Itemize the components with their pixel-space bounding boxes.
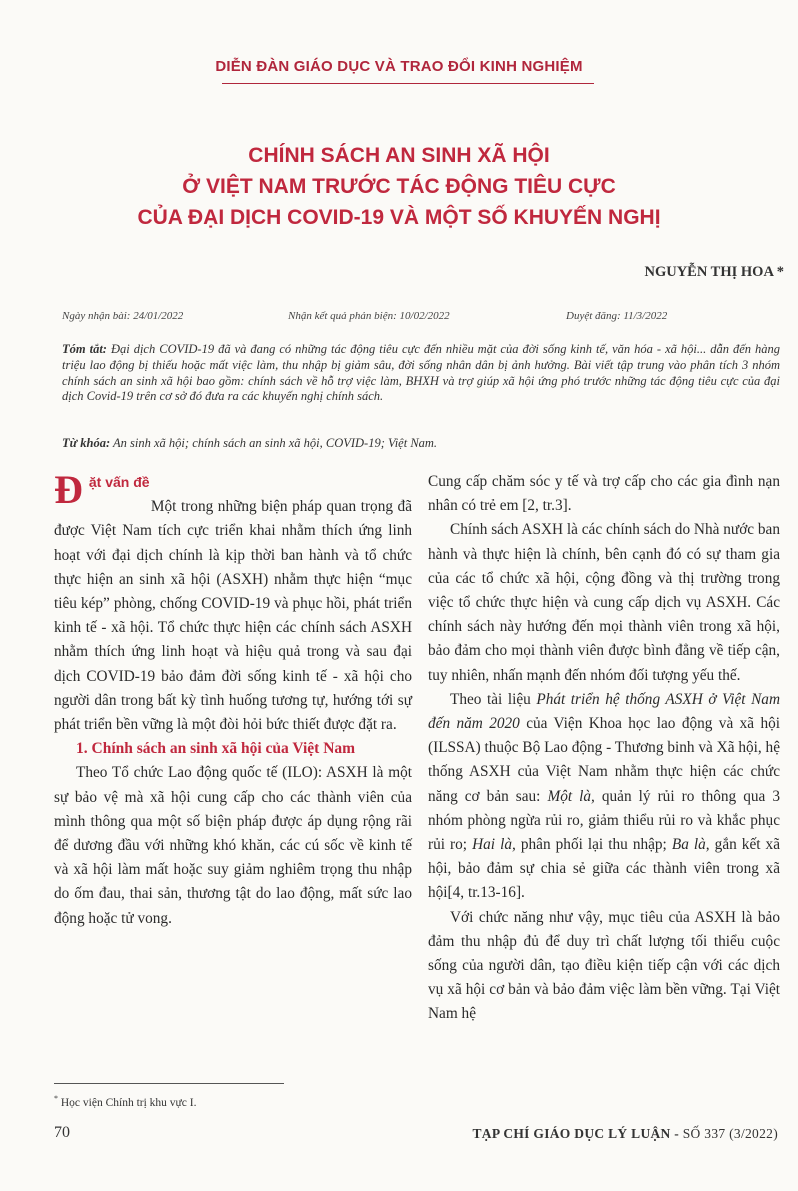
- date-reviewed: Nhận kết quả phản biện: 10/02/2022: [288, 310, 450, 322]
- intro-block: [54, 467, 412, 737]
- ilssa-text-e: gắn kết xã hội, bảo đảm sự chia sẻ giữa các thành viên trong xã hội[4, tr.13-16].: [428, 836, 780, 902]
- date-approved: Duyệt đăng: 11/3/2022: [566, 310, 668, 322]
- right-column: [428, 470, 780, 1027]
- ilo-paragraph: Theo Tổ chức Lao động quốc tế (ILO): ASXH là một sự bảo vệ mà xã hội cung cấp cho các thành viên của mình thông qua một số biện pháp được áp dụng rộng rãi để dương đầu với những khó khăn, các cú sốc về kinh tế và xã hội làm mất hoặc suy giảm nghiêm trọng thu nhập do ốm đau, thai sản, thương tật do lao động, mất sức lao động hoặc tử vong.: [54, 764, 412, 927]
- abstract-label: Tóm tắt:: [62, 342, 107, 356]
- title-line-3: CỦA ĐẠI DỊCH COVID-19 VÀ MỘT SỐ KHUYẾN NGHỊ: [137, 206, 661, 229]
- ilssa-text-c: quản lý rủi ro thông qua 3 nhóm phòng ngừa rủi ro, giảm thiểu rủi ro và khắc phục rủi ro;: [428, 787, 780, 854]
- footnote: [54, 1094, 196, 1109]
- abstract-text: Đại dịch COVID-19 đã và đang có những tác động tiêu cực đến nhiều mặt của đời sống kinh tế, văn hóa - xã hội... dẫn đến hàng triệu lao động bị thiếu hoặc mất việc làm, thu nhập bị giảm sâu, đời sống nhân dân bị ảnh hưởng. Bài viết tập trung vào phân tích 3 nhóm chính sách an sinh xã hội bao gồm: chính sách về hỗ trợ việc làm, BHXH và trợ giúp xã hội ứng phó trước những tác động tiêu cực của đại dịch Covid-19 trên cơ sở đó đưa ra các khuyến nghị chính sách.: [62, 342, 781, 404]
- intro-heading: ặt vấn đề: [88, 474, 150, 490]
- continuation-paragraph: Cung cấp chăm sóc y tế và trợ cấp cho các gia đình nạn nhân có trẻ em [2, tr.3].: [428, 473, 780, 515]
- ilssa-point-2: Hai là,: [472, 836, 516, 854]
- ilssa-paragraph: [428, 688, 780, 906]
- keywords: [62, 436, 780, 451]
- date-received: Ngày nhận bài: 24/01/2022: [62, 310, 184, 322]
- author-name: NGUYỄN THỊ HOA *: [644, 264, 784, 280]
- journal-issue: SỐ 337 (3/2022): [682, 1126, 778, 1141]
- footnote-marker: *: [54, 1094, 58, 1103]
- title-line-1: CHÍNH SÁCH AN SINH XÃ HỘI: [248, 144, 550, 167]
- keywords-label: Từ khóa:: [62, 436, 111, 450]
- journal-footer: [473, 1126, 779, 1142]
- intro-paragraph: Một trong những biện pháp quan trọng đã được Việt Nam tích cực triển khai nhằm thích ứng linh hoạt với đại dịch chính là kịp thời ban hành và tổ chức thực hiện an sinh xã hội (ASXH) nhằm thực hiện “mục tiêu kép” phòng, chống COVID-19 và phục hồi, phát triển kinh tế - xã hội. Tổ chức thực hiện các chính sách ASXH nhằm thích ứng linh hoạt và hiệu quả trong và sau đại dịch COVID-19 bảo đảm đời sống kinh tế - xã hội cho người dân trong bất kỳ tình huống tương tự, hướng tới sự phát triển bền vững là một đòi hỏi bức thiết được đặt ra.: [54, 498, 412, 734]
- goal-paragraph: Với chức năng như vậy, mục tiêu của ASXH là bảo đảm thu nhập đủ để duy trì chất lượng tối thiểu cuộc sống của người dân, tạo điều kiện tiếp cận với các dịch vụ xã hội cơ bản và bảo đảm việc làm bền vững. Tại Việt Nam hệ: [428, 908, 780, 1023]
- ilssa-document-title: Phát triển hệ thống ASXH ở Việt Nam đến năm 2020: [428, 690, 780, 733]
- abstract: [62, 342, 780, 405]
- section-1-heading: 1. Chính sách an sinh xã hội của Việt Nam: [76, 740, 356, 758]
- ilssa-text-d: phân phối lại thu nhập;: [515, 836, 672, 854]
- left-column: [54, 467, 412, 931]
- drop-cap: Đ: [54, 467, 83, 512]
- keywords-text: An sinh xã hội; chính sách an sinh xã hội, COVID-19; Việt Nam.: [113, 436, 438, 450]
- article-title: [0, 140, 798, 233]
- section-header: DIỄN ĐÀN GIÁO DỤC VÀ TRAO ĐỔI KINH NGHIỆM: [215, 58, 583, 75]
- title-line-2: Ở VIỆT NAM TRƯỚC TÁC ĐỘNG TIÊU CỰC: [182, 175, 616, 198]
- header-divider: [222, 83, 594, 84]
- policy-paragraph: Chính sách ASXH là các chính sách do Nhà nước ban hành và thực hiện là chính, bên cạnh đó có sự tham gia của các tổ chức xã hội, cộng đồng và thị trường trong việc tổ chức thực hiện và cung cấp dịch vụ ASXH. Các chính sách này hướng đến mọi thành viên trong xã hội, bảo đảm cho mọi thành viên được bình đẳng về tiếp cận, tuy nhiên, nhấn mạnh đến nhóm đối tượng yếu thế.: [428, 521, 780, 684]
- footnote-divider: [54, 1083, 284, 1084]
- ilssa-text-b: của Viện Khoa học lao động và xã hội (ILSSA) thuộc Bộ Lao động - Thương binh và Xã hội, hệ thống ASXH của Việt Nam nhằm thực hiện các chức năng cơ bản sau:: [428, 715, 780, 805]
- ilssa-point-1: Một là,: [547, 787, 595, 805]
- ilssa-text-a: Theo tài liệu: [450, 690, 537, 708]
- page-number: 70: [54, 1124, 70, 1141]
- ilssa-point-3: Ba là,: [671, 836, 710, 854]
- footnote-text: Học viện Chính trị khu vực I.: [58, 1096, 197, 1109]
- journal-name: TẠP CHÍ GIÁO DỤC LÝ LUẬN -: [472, 1126, 680, 1141]
